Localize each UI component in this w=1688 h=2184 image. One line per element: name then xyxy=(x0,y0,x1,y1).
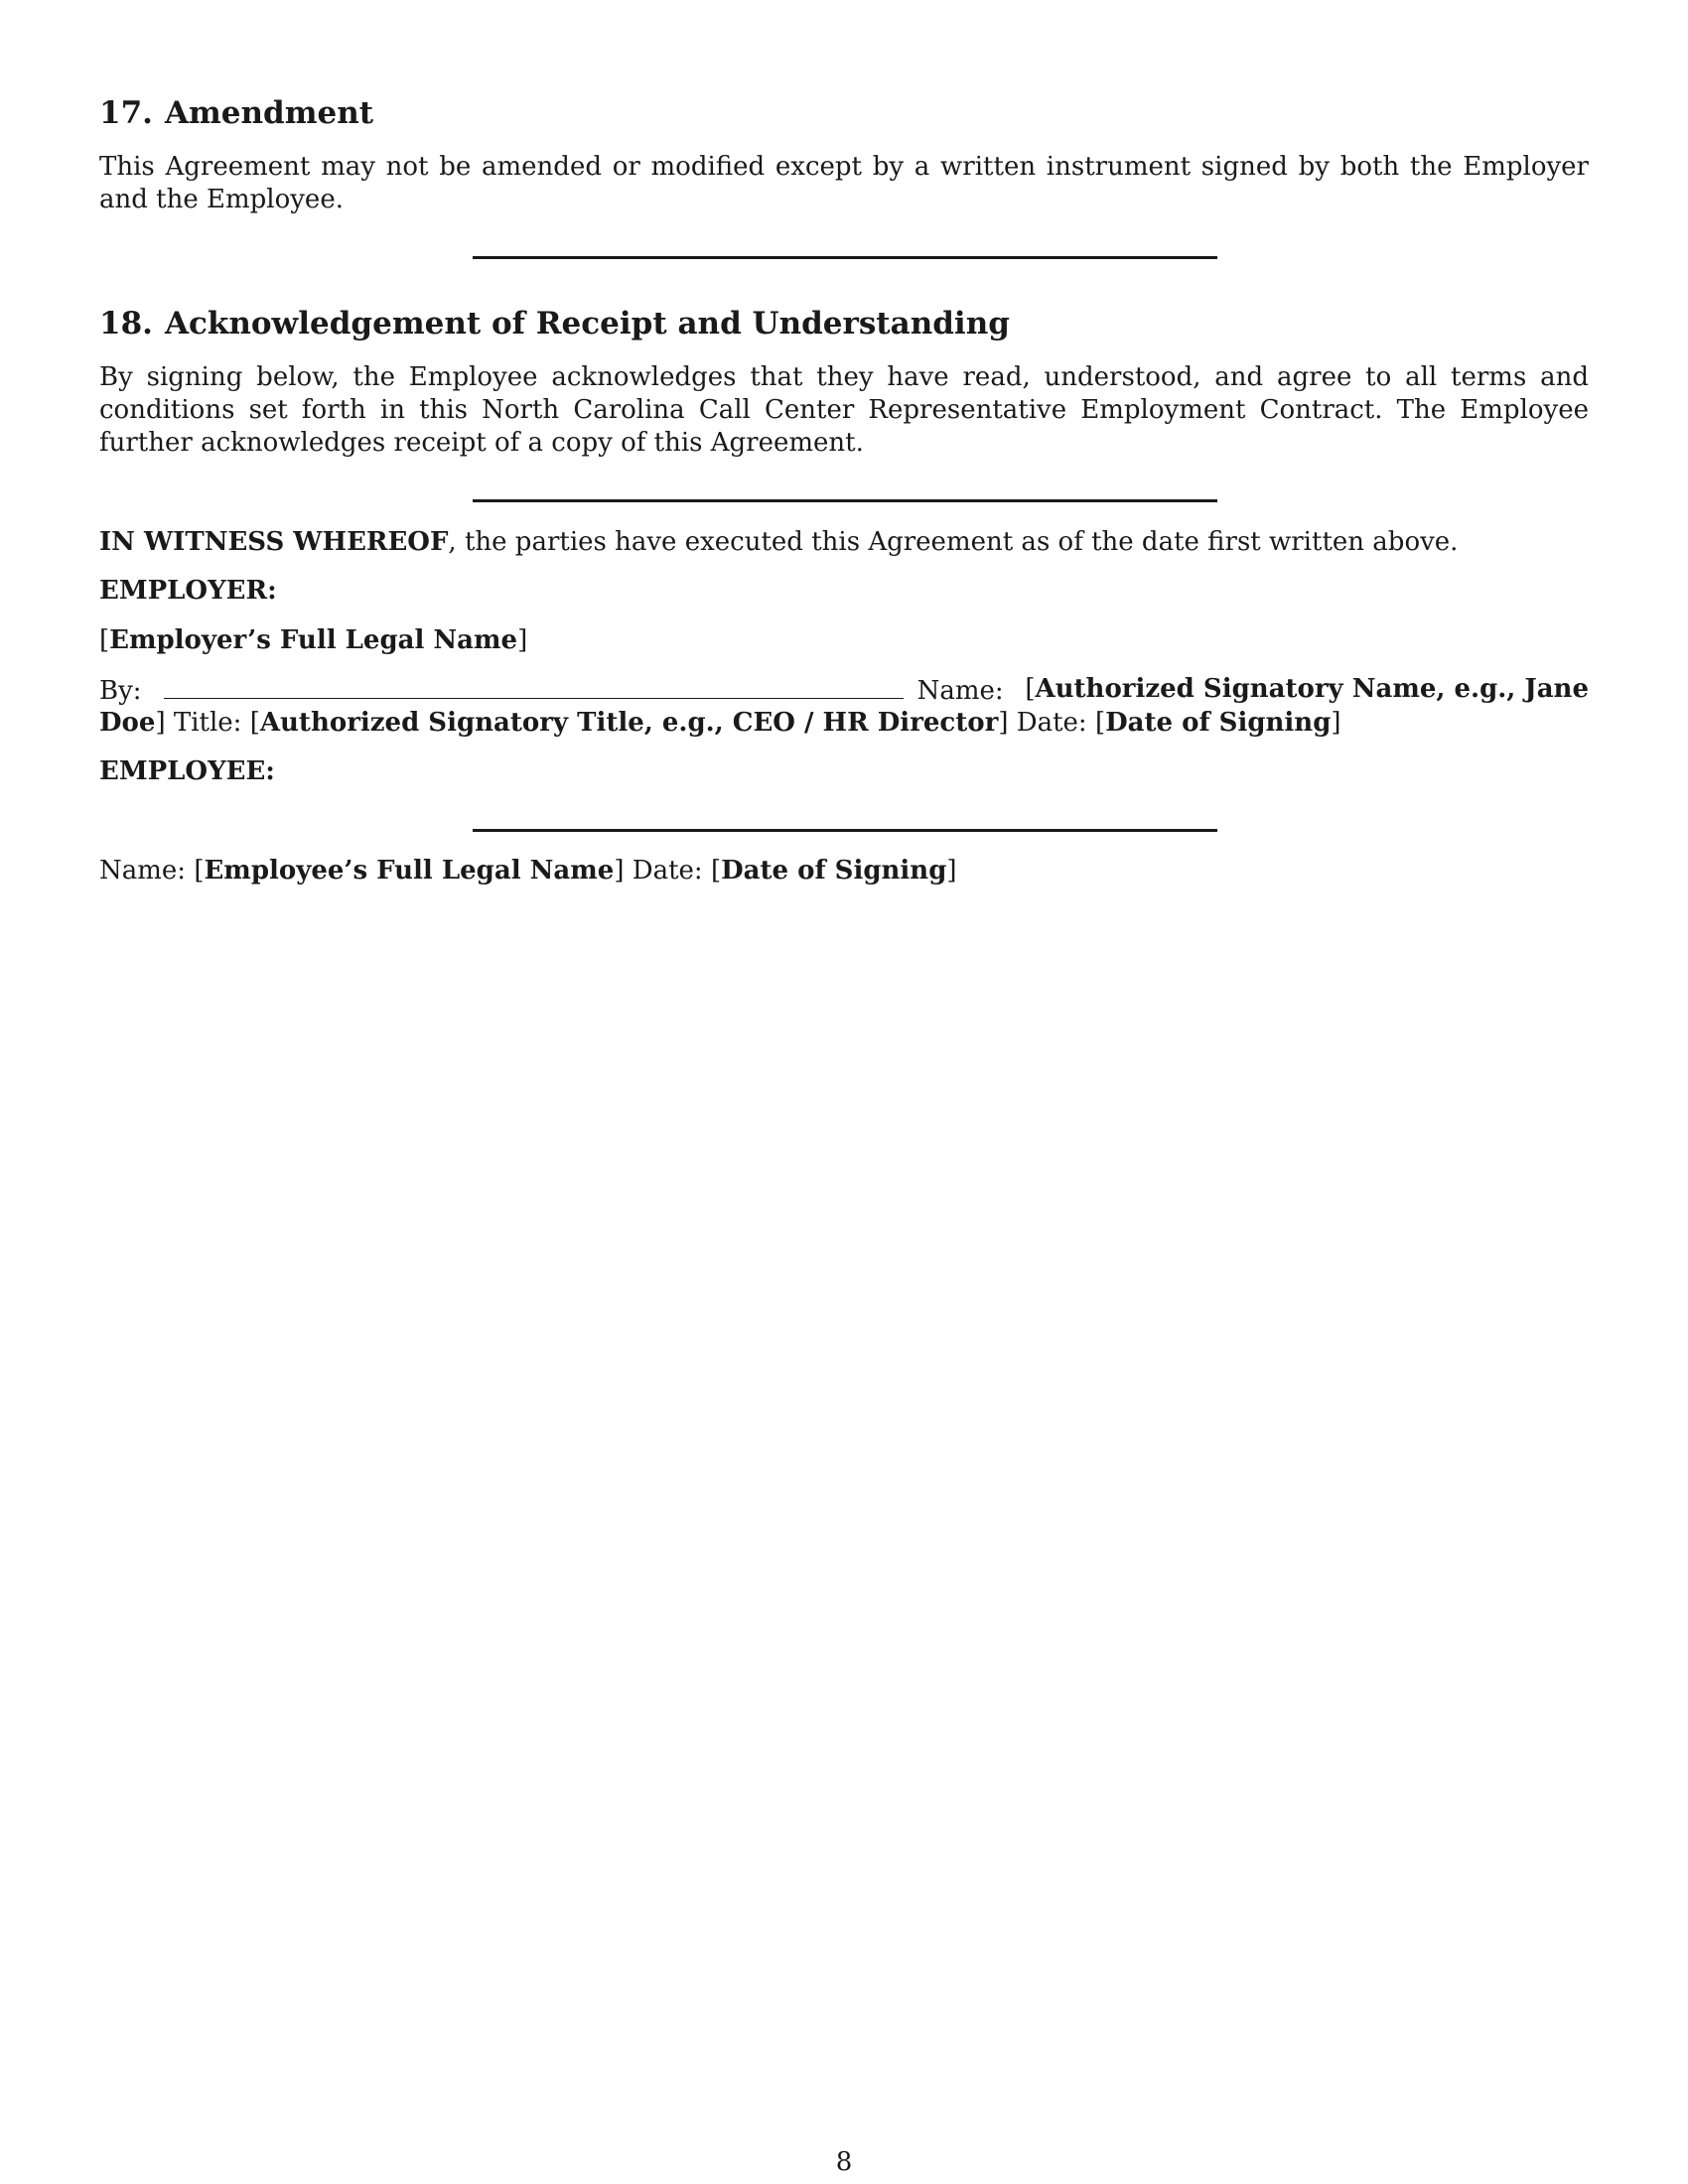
section-18-heading xyxy=(99,306,1010,341)
section-18-number: 18. xyxy=(99,306,153,341)
by-label: By: xyxy=(99,676,142,706)
employer-signature-field[interactable] xyxy=(164,674,904,699)
employer-heading: EMPLOYER: xyxy=(99,576,277,606)
employer-details-line: Doe] Title: [Authorized Signatory Title, e.g., CEO / HR Director] Date: [Date of Signing] xyxy=(99,708,1341,738)
employer-date-label: Date: xyxy=(1016,708,1087,738)
employer-title-label: Title: xyxy=(173,708,242,738)
section-17-number: 17. xyxy=(99,95,153,131)
section-divider xyxy=(473,256,1217,259)
section-18-body: By signing below, the Employee acknowledges that they have read, understood, and agree to all terms and conditions set forth in this North Carolina Call Center Representative Employment Contract. The Employee further acknowledges receipt of a copy of this Agreement. xyxy=(99,362,1589,458)
employer-name-value-line2: Doe xyxy=(99,708,156,738)
employer-signature-line: By: Name: [Authorized Signatory Name, e.g., Jane xyxy=(99,674,1589,706)
witness-text: , the parties have executed this Agreement as of the date first written above. xyxy=(448,527,1459,557)
employee-signature-field[interactable] xyxy=(473,829,1217,832)
document-page xyxy=(99,0,1589,2184)
employer-title-value: Authorized Signatory Title, e.g., CEO / HR Director xyxy=(259,708,999,738)
employee-heading: EMPLOYEE: xyxy=(99,756,275,786)
employee-details-line: Name: [Employee’s Full Legal Name] Date: [Date of Signing] xyxy=(99,856,957,886)
employer-legal-name: [Employer’s Full Legal Name] xyxy=(99,625,528,655)
page-number: 8 xyxy=(835,2147,853,2177)
section-divider xyxy=(473,499,1217,502)
witness-lead: IN WITNESS WHEREOF xyxy=(99,527,449,557)
section-17-title: Amendment xyxy=(164,95,374,131)
employer-name-value-line1: Authorized Signatory Name, e.g., Jane xyxy=(1035,674,1589,704)
employer-date-value: Date of Signing xyxy=(1105,708,1332,738)
employee-name-value: Employee’s Full Legal Name xyxy=(204,856,615,886)
employee-date-value: Date of Signing xyxy=(721,856,947,886)
employer-legal-name-value: Employer’s Full Legal Name xyxy=(109,625,518,655)
employee-name-label: Name: xyxy=(99,856,187,886)
employee-date-label: Date: xyxy=(632,856,703,886)
witness-clause xyxy=(99,527,1458,557)
section-17-heading xyxy=(99,95,373,131)
employer-name-label: Name: xyxy=(916,676,1004,706)
section-17-body: This Agreement may not be amended or modified except by a written instrument signed by both the Employer and the Employee. xyxy=(99,152,1589,214)
section-18-title: Acknowledgement of Receipt and Understanding xyxy=(164,306,1010,341)
